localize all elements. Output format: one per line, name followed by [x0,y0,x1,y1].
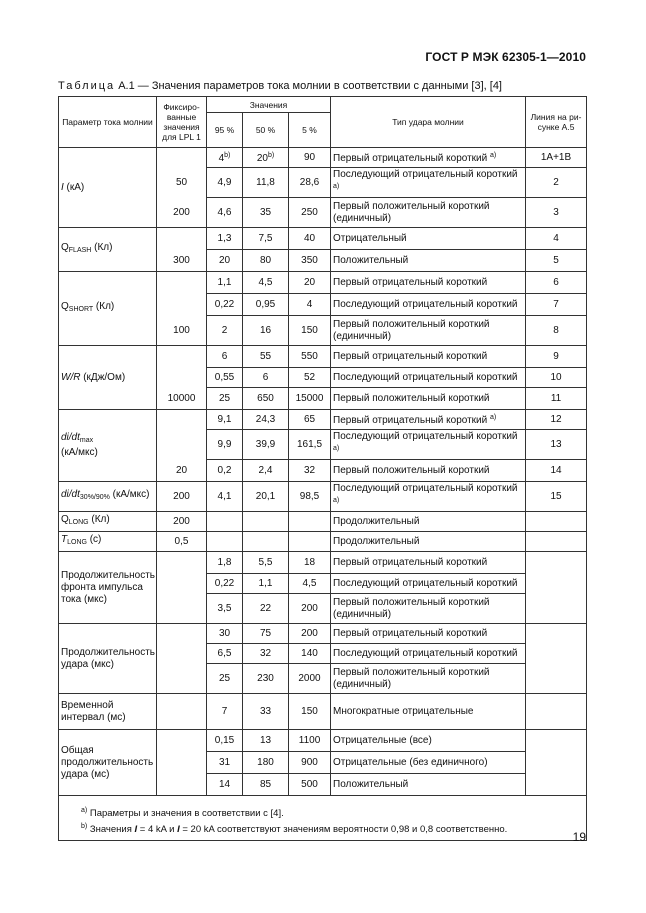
table-row: Продолжительность фронта импульса тока (мкс) 1,8 5,5 18 Первый отрицательный короткий [59,552,587,574]
param-qshort: $Q_{SHORT}$ (Кл) [59,272,157,346]
table-row: $di/dt_{30\%/90\%}$ (кА/мкс) 200 4,1 20,1 98,5 Последующий отрицательный короткий $^{a)}$ 15 [59,482,587,512]
col-header-5: 5 % [289,113,331,148]
note-b: $^{b)}$ Значения I = 4 kA и I = 20 kA соответствуют значениям вероятности 0,98 и 0,8 соответственно. [81,823,508,835]
table-row: 200 4,6 35 250 Первый положительный короткий (единичный) 3 [59,198,587,228]
table-row: 10000 25 650 15000 Первый положительный короткий 11 [59,388,587,410]
col-header-type: Тип удара молнии [331,97,526,148]
col-header-fixed: Фиксиро-ванные значения для LPL 1 [157,97,207,148]
param-didt-max: $di/dt_{max}$ (кА/мкс) [59,410,157,482]
table-row: 14 85 500 Положительный [59,774,587,796]
table-row: $Q_{SHORT}$ (Кл) 1,1 4,5 20 Первый отрицательный короткий 6 [59,272,587,294]
note-a: $^{a)}$ Параметры и значения в соответствии с [4]. [81,807,284,819]
table-row: 3,5 22 200 Первый положительный короткий (единичный) [59,594,587,624]
param-time-interval: Временной интервал (мс) [59,694,157,730]
param-qflash: $Q_{FLASH}$ (Кл) [59,228,157,272]
col-header-line: Линия на ри-сунке А.5 [526,97,587,148]
param-i: I (кА) [59,148,157,228]
param-didt-30-90: $di/dt_{30\%/90\%}$ (кА/мкс) [59,482,157,512]
table-row: $di/dt_{max}$ (кА/мкс) 9,1 24,3 65 Первый отрицательный короткий $^{a)}$ 12 [59,410,587,430]
table-row: 9,9 39,9 161,5 Последующий отрицательный короткий $^{a)}$ 13 [59,430,587,460]
table-row: 6,5 32 140 Последующий отрицательный короткий [59,644,587,664]
param-total-duration: Общая продолжительность удара (мс) [59,730,157,796]
table-row: W/R (кДж/Ом) 6 55 550 Первый отрицательный короткий 9 [59,346,587,368]
table-row: 0,22 0,95 4 Последующий отрицательный короткий 7 [59,294,587,316]
table-row: $T_{LONG}$ (с) 0,5 Продолжительный [59,532,587,552]
param-tlong: $T_{LONG}$ (с) [59,532,157,552]
col-header-50: 50 % [243,113,289,148]
table-caption: Таблица А.1 — Значения параметров тока молнии в соответствии с данными [3], [4] [58,80,502,92]
table-row: $Q_{LONG}$ (Кл) 200 Продолжительный [59,512,587,532]
param-wr: W/R (кДж/Ом) [59,346,157,410]
table-row: 20 0,2 2,4 32 Первый положительный короткий 14 [59,460,587,482]
table-row: 300 20 80 350 Положительный 5 [59,250,587,272]
col-header-95: 95 % [207,113,243,148]
table-notes [59,796,587,841]
lightning-parameters-table [58,96,587,841]
param-front-duration: Продолжительность фронта импульса тока (мкс) [59,552,157,624]
table-row: Продолжительность удара (мкс) 30 75 200 Первый отрицательный короткий [59,624,587,644]
table-row: 0,55 6 52 Последующий отрицательный короткий 10 [59,368,587,388]
table-row: $Q_{FLASH}$ (Кл) 1,3 7,5 40 Отрицательный 4 [59,228,587,250]
table-row: 31 180 900 Отрицательные (без единичного) [59,752,587,774]
param-stroke-duration: Продолжительность удара (мкс) [59,624,157,694]
table-row: 100 2 16 150 Первый положительный короткий (единичный) 8 [59,316,587,346]
table-row: 25 230 2000 Первый положительный короткий (единичный) [59,664,587,694]
page-number: 19 [572,830,586,844]
table-row: I (кА) 4$^{b)}$ 20$^{b)}$ 90 Первый отрицательный короткий $^{a)}$ 1А+1В [59,148,587,168]
col-header-param: Параметр тока молнии [59,97,157,148]
table-row: Общая продолжительность удара (мс) 0,15 13 1100 Отрицательные (все) [59,730,587,752]
table-row: 0,22 1,1 4,5 Последующий отрицательный короткий [59,574,587,594]
table-row: Временной интервал (мс) 7 33 150 Многократные отрицательные [59,694,587,730]
document-header: ГОСТ Р МЭК 62305-1—2010 [425,50,586,64]
col-header-values: Значения [207,97,331,113]
param-qlong: $Q_{LONG}$ (Кл) [59,512,157,532]
table-row: 50 4,9 11,8 28,6 Последующий отрицательный короткий $^{a)}$ 2 [59,168,587,198]
